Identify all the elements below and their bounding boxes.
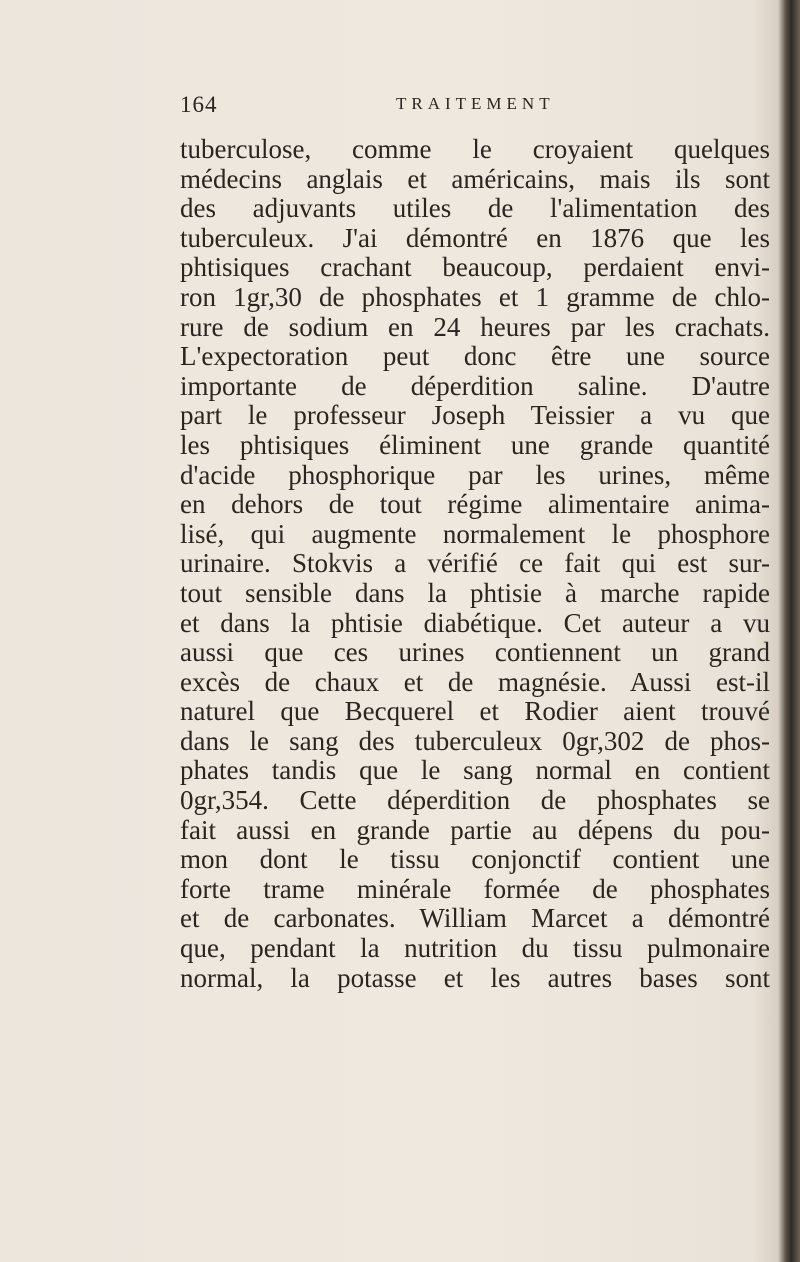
running-head: TRAITEMENT [396,94,555,113]
text-line: tuberculeux. J'ai démontré en 1876 que les [180,222,770,253]
text-line: urinaire. Stokvis a vérifié ce fait qui est sur- [180,548,770,579]
text-line: excès de chaux et de magnésie. Aussi est-il [180,666,770,697]
text-line: fait aussi en grande partie au dépens du pou- [180,814,770,845]
text-line: L'expectoration peut donc être une source [180,341,770,372]
page-edge-shadow [778,0,800,1262]
text-line: tuberculose, comme le croyaient quelques [180,134,770,164]
text-line: que, pendant la nutrition du tissu pulmonaire [180,933,770,964]
text-line: part le professeur Joseph Teissier a vu que [180,400,770,431]
text-line: forte trame minérale formée de phosphates [180,873,770,904]
page-header [0,92,800,122]
text-line: d'acide phosphorique par les urines, même [180,459,770,490]
text-line: dans le sang des tuberculeux 0gr,302 de phos- [180,725,770,756]
text-line: naturel que Becquerel et Rodier aient trouvé [180,696,770,727]
text-line: lisé, qui augmente normalement le phosphore [180,518,770,549]
text-line: et de carbonates. William Marcet a démontré [180,903,770,934]
text-line: phtisiques crachant beaucoup, perdaient envi- [180,252,770,283]
text-line: rure de sodium en 24 heures par les crachats. [180,311,770,342]
body-text [180,135,770,993]
text-line: normal, la potasse et les autres bases sont [180,962,770,993]
text-line: médecins anglais et américains, mais ils sont [180,163,770,194]
text-line: en dehors de tout régime alimentaire anima- [180,489,770,520]
page-number: 164 [180,92,218,117]
text-line: ron 1gr,30 de phosphates et 1 gramme de chlo- [180,281,770,312]
text-line: aussi que ces urines contiennent un grand [180,637,770,668]
text-line: les phtisiques éliminent une grande quantité [180,429,770,460]
text-line: importante de déperdition saline. D'autre [180,370,770,401]
text-line: mon dont le tissu conjonctif contient une [180,844,770,875]
text-line: des adjuvants utiles de l'alimentation des [180,193,770,224]
text-line: et dans la phtisie diabétique. Cet auteur a vu [180,607,770,638]
text-line: tout sensible dans la phtisie à marche rapide [180,577,770,608]
text-line: 0gr,354. Cette déperdition de phosphates se [180,785,770,816]
text-line: phates tandis que le sang normal en contient [180,755,770,786]
